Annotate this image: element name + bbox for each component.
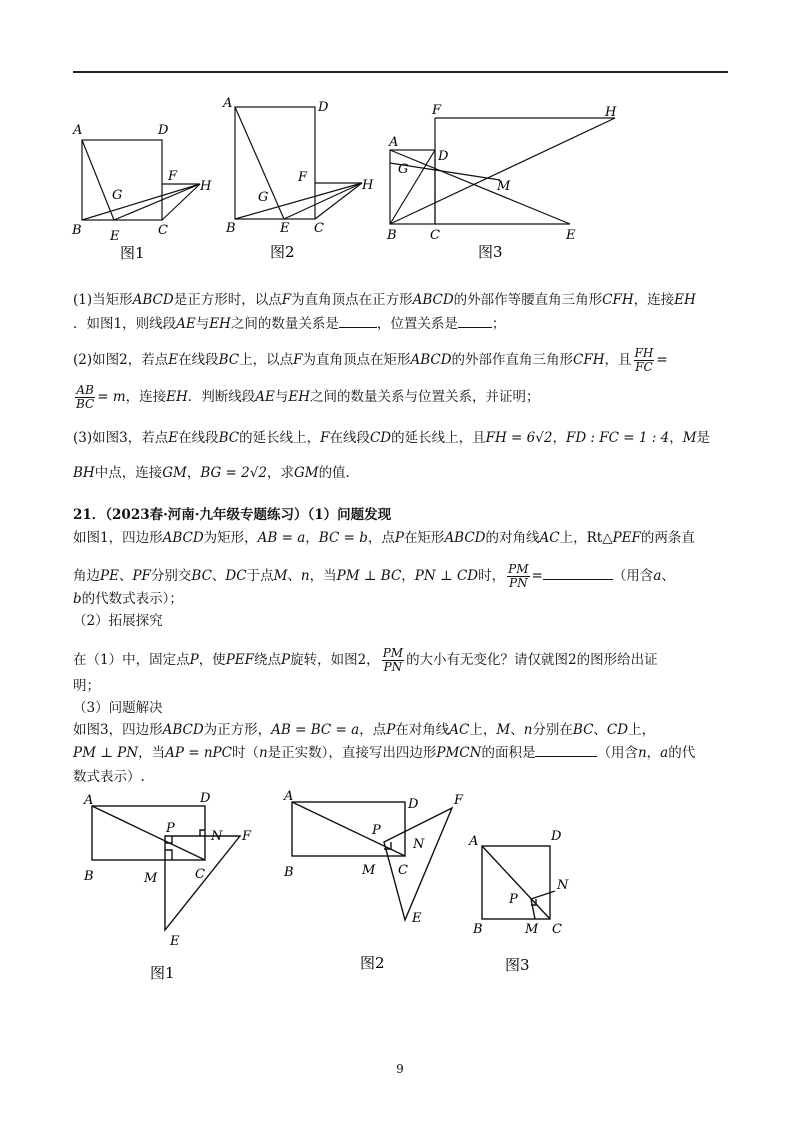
math: F [320,430,330,446]
text: 如图3，四边形 [73,722,163,738]
figure-bottom-3 [465,825,585,980]
text: 分别在 [532,722,573,738]
text: 在线段 [329,430,370,446]
text: 于点 [246,568,274,584]
math: a [660,745,669,761]
text: ，且 [604,352,632,368]
figure-top-2 [222,95,382,263]
text: 的两条直 [640,530,695,546]
label-E: E [110,229,120,244]
p20-part2-line2 [73,384,733,411]
text: 中点，连接 [94,465,163,481]
p21-line8: 数式表示）. [73,769,145,785]
math: FD : FC = 1 : 4 [565,430,670,446]
math: n [523,722,533,738]
label-E: E [412,911,422,926]
p21-line3 [73,589,733,609]
label-M: M [144,871,158,886]
caption-fig1: 图1 [150,964,175,982]
label-M: M [497,179,511,194]
text: 上， [628,722,656,738]
text: (2)如图2，若点 [73,352,169,368]
math: n [300,568,310,584]
math: P [281,652,291,668]
text: ，当 [309,568,337,584]
text: 与 [195,316,210,332]
label-E: E [566,228,576,243]
math: PMCN [436,745,482,761]
text: 上， [469,722,497,738]
p21-line4 [73,647,733,674]
math: a [653,568,662,584]
figure-top-3 [380,100,630,263]
p21-line6 [73,720,733,740]
text: 分别交 [150,568,192,584]
text: ， [186,465,201,481]
label-H: H [605,105,617,120]
label-D: D [318,100,329,115]
math: PEF [612,530,641,546]
math: n [637,745,647,761]
answer-blank-quantity[interactable] [339,327,377,328]
math: M [273,568,288,584]
p21-line5: 明； [73,678,100,694]
math: = m [97,389,126,405]
text: ，使 [198,652,226,668]
math: ABCD [410,352,452,368]
text: 的面积是 [481,745,536,761]
label-E: E [170,934,180,949]
math: P [394,530,404,546]
math: CFH [573,352,605,368]
math: BC [191,568,212,584]
text: ， [669,430,683,446]
caption-fig2: 图2 [360,954,385,972]
caption-fig2: 图2 [270,243,295,261]
math: AE [255,389,275,405]
text: 时， [478,568,506,584]
math: CFH [602,292,634,308]
label-H: H [362,178,374,193]
text: ， [646,745,661,761]
label-C: C [195,867,205,882]
p21-sub3: （3）问题解决 [73,700,163,716]
text: （用含 [612,568,654,584]
label-C: C [430,228,440,243]
label-D: D [158,123,169,138]
label-D: D [408,797,419,812]
text: 在（1）中，固定点 [73,652,190,668]
label-G: G [398,162,409,177]
math: CD [606,722,629,738]
text: 、 [211,568,226,584]
text: 是正实数），直接写出四边形 [267,745,437,761]
label-P: P [509,892,518,907]
page-number: 9 [396,1062,404,1076]
text: 、 [287,568,301,584]
fraction-pm-pn-2: $\frac{PM}{PN}$ [382,646,404,674]
text: 的外部作直角三角形 [451,352,574,368]
math: PF [132,568,151,584]
label-F: F [242,829,252,844]
text: 、 [661,568,675,584]
figure-bottom-2 [280,788,480,978]
label-F: F [432,103,442,118]
math: ABCD [412,292,454,308]
text: ．判断线段 [187,389,256,405]
math: AP = nPC [165,745,232,761]
label-N: N [557,878,569,893]
label-G: G [258,190,269,205]
math: M [496,722,511,738]
text: ； [491,316,506,332]
math: PEF [225,652,254,668]
text: ，位置关系是 [376,316,458,332]
p21-header: 21．（2023春·河南·九年级专题练习）（1）问题发现 [73,507,392,523]
text: 、 [118,568,133,584]
label-D: D [438,149,449,164]
text: 是正方形时，以点 [173,292,282,308]
answer-blank-position[interactable] [458,327,492,328]
label-H: H [200,179,212,194]
math: DC [225,568,247,584]
math: AC [449,722,470,738]
text: 的代数式表示）； [81,591,183,607]
math: M [682,430,697,446]
text: 上，以点 [239,352,294,368]
text: ．如图1，则线段 [73,316,177,332]
text: 在矩形 [403,530,445,546]
label-B: B [226,221,236,236]
text: 与 [274,389,289,405]
math: AE [176,316,196,332]
label-A: A [389,135,399,150]
text: 的大小有无变化？请仅就图2的图形给出证 [406,652,658,668]
label-B: B [84,869,94,884]
math: E [168,430,179,446]
text: 、 [510,722,524,738]
label-C: C [314,221,324,236]
label-P: P [166,821,175,836]
text: 的延长线上， [239,430,321,446]
text: 时（ [231,745,259,761]
text: ，点 [359,722,387,738]
math: F [281,292,292,308]
label-A: A [223,96,233,111]
label-M: M [362,863,376,878]
math: EH [166,389,188,405]
math: AB = a [257,530,306,546]
label-D: D [551,829,562,844]
p20-part3-line1 [73,428,733,448]
caption-fig3: 图3 [478,243,503,261]
text: 的外部作等腰直角三角形 [453,292,603,308]
math: BC = b [318,530,368,546]
math: E [168,352,179,368]
math: b [73,591,82,607]
text: 为矩形， [203,530,258,546]
math: EH [288,389,311,405]
p21-sub2: （2）拓展探究 [73,613,163,629]
math: ABCD [162,530,204,546]
math: BC [572,722,594,738]
text: ，点 [367,530,395,546]
fraction-pm-pn: $\frac{PM}{PN}$ [508,562,529,590]
math: BC [218,430,240,446]
text: 为直角顶点在矩形 [302,352,411,368]
p21-line1 [73,528,733,548]
label-B: B [473,922,483,937]
math: PM ⊥ PN [73,745,139,761]
math: ABCD [132,292,174,308]
label-F: F [454,793,464,808]
math: EH [209,316,231,332]
text: 的延长线上，且 [391,430,486,446]
math: PM ⊥ BC [336,568,402,584]
text: 旋转，如图2， [290,652,380,668]
text: 角边 [73,568,100,584]
label-F: F [298,170,308,185]
text: 的代 [668,745,696,761]
p20-part3-line2 [73,463,733,483]
math: ABCD [162,722,204,738]
p20-part1-line1 [73,290,733,310]
math: ABCD [444,530,486,546]
text: ， [401,568,415,584]
label-C: C [552,922,562,937]
label-A: A [284,789,294,804]
text: 之间的数量关系与位置关系，并证明； [310,389,540,405]
label-B: B [72,223,82,238]
math: EH [674,292,696,308]
text: ，连接 [633,292,675,308]
text: 绕点 [254,652,281,668]
caption-fig3: 图3 [505,956,530,974]
top-rule [73,71,728,73]
label-B: B [284,865,294,880]
math: BG = 2√2 [200,465,267,481]
label-B: B [387,228,397,243]
math: CD [369,430,392,446]
text: 是 [696,430,711,446]
math: AB = BC = a [271,722,360,738]
text: ， [552,430,566,446]
p21-line2 [73,563,733,590]
fraction-fh-fc: $\frac{FH}{FC}$ [634,346,654,374]
text: （用含 [597,745,638,761]
label-G: G [112,188,123,203]
label-C: C [158,223,168,238]
text: ，求 [266,465,294,481]
text: (3)如图3，若点 [73,430,169,446]
text: = [656,352,668,368]
math: PN ⊥ CD [414,568,479,584]
text: 为正方形， [203,722,272,738]
label-E: E [280,221,290,236]
text: 为直角顶点在正方形 [291,292,413,308]
math: GM [293,465,319,481]
text: 的对角线 [485,530,540,546]
answer-blank-ratio[interactable] [543,579,613,580]
label-C: C [398,863,408,878]
label-F: F [168,169,178,184]
caption-fig1: 图1 [120,244,145,262]
math: BC [218,352,240,368]
math: FH = 6√2 [485,430,553,446]
label-D: D [200,791,211,806]
math: GM [162,465,187,481]
math: AC [539,530,560,546]
label-M: M [525,922,539,937]
text: 在对角线 [395,722,450,738]
p20-part2-line1 [73,347,733,374]
text: 上，Rt△ [559,530,613,546]
text: ，当 [138,745,166,761]
text: 、 [593,722,607,738]
text: ， [305,530,319,546]
math: PE [100,568,119,584]
text: 之间的数量关系是 [230,316,339,332]
p20-part1-line2 [73,314,733,334]
fraction-ab-bc: $\frac{AB}{BC}$ [76,383,95,411]
answer-blank-area[interactable] [535,756,597,757]
math: n [258,745,268,761]
label-P: P [372,823,381,838]
p21-line7 [73,743,733,763]
math: P [386,722,396,738]
figure-top-1 [70,118,220,263]
label-N: N [211,829,223,844]
text: 在线段 [178,352,219,368]
text: = [531,568,543,584]
label-N: N [413,837,425,852]
math: P [189,652,199,668]
label-A: A [84,793,94,808]
text: 在线段 [178,430,219,446]
math: BH [73,465,95,481]
label-A: A [73,123,83,138]
math: F [293,352,303,368]
text: 如图1，四边形 [73,530,163,546]
text: ，连接 [125,389,167,405]
text: 的值. [318,465,350,481]
label-A: A [469,834,479,849]
text: (1)当矩形 [73,292,133,308]
figure-bottom-1 [80,788,270,988]
